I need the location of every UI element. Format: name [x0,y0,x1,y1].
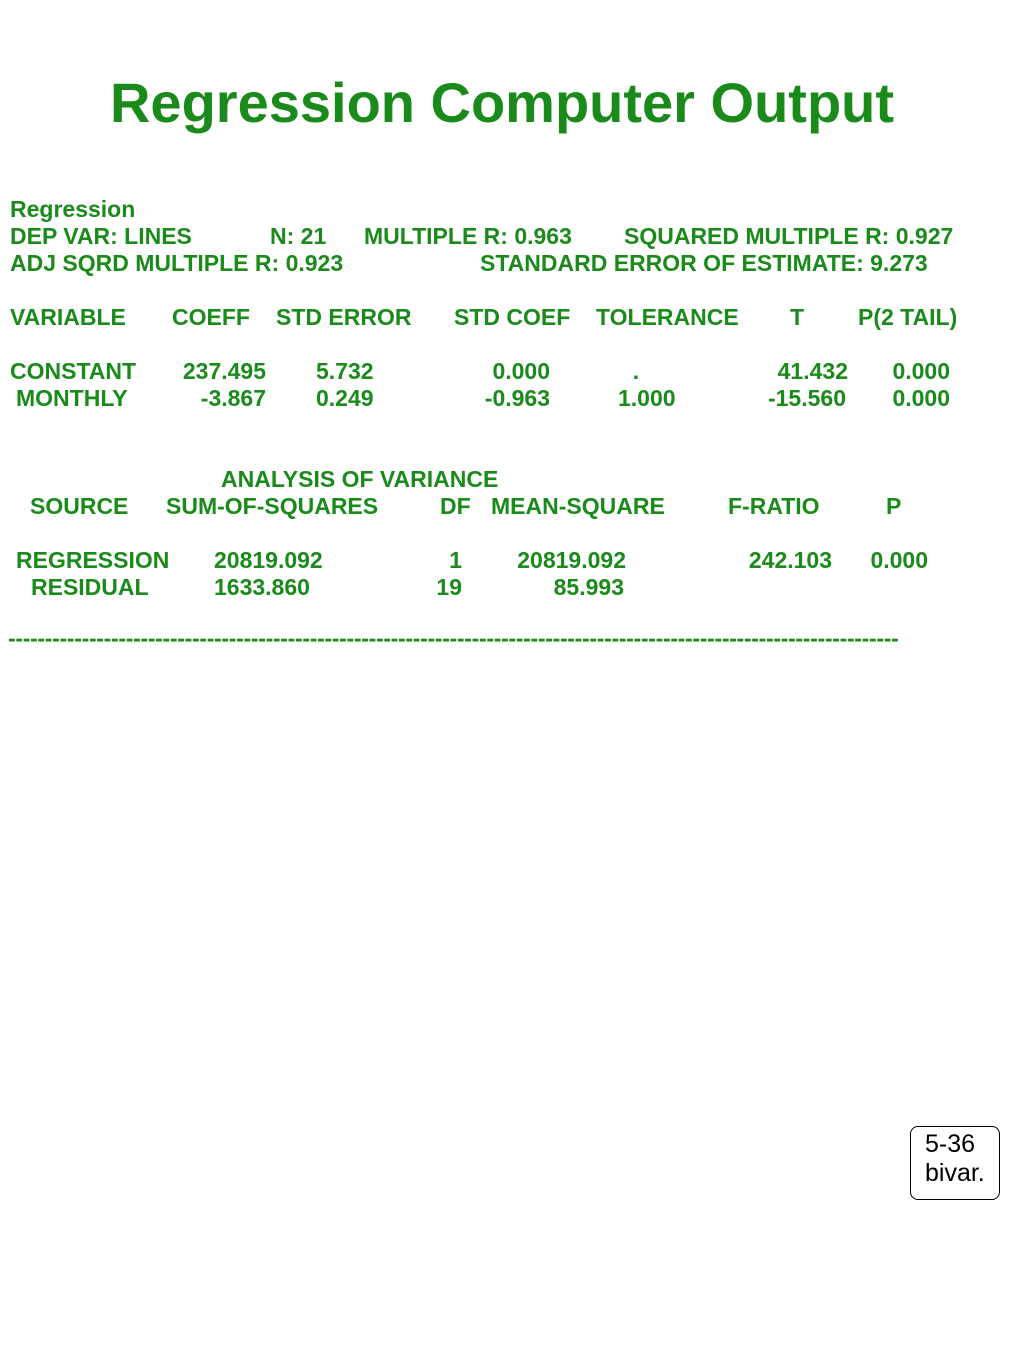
anova-cell-source: REGRESSION [16,547,170,573]
std-error-estimate: STANDARD ERROR OF ESTIMATE: 9.273 [480,250,928,276]
multiple-r: MULTIPLE R: 0.963 [364,223,572,249]
coef-cell-coeff: 237.495 [182,358,266,384]
adj-sqrd-multiple-r: ADJ SQRD MULTIPLE R: 0.923 [10,250,344,276]
regression-label: Regression [10,196,136,222]
coef-col-coeff: COEFF [172,304,250,330]
page-title: Regression Computer Output [109,71,895,134]
anova-heading: ANALYSIS OF VARIANCE [221,466,499,492]
anova-cell-sum-of-squares: 1633.860 [214,574,310,600]
coef-cell-p: 0.000 [892,358,950,384]
coef-col-tolerance: TOLERANCE [596,304,739,330]
coef-col-t: T [790,304,805,330]
coef-cell-variable: CONSTANT [10,358,137,384]
coef-cell-std-coef: 0.000 [492,358,550,384]
anova-cell-p: 0.000 [870,547,928,573]
squared-multiple-r: SQUARED MULTIPLE R: 0.927 [624,223,954,249]
coef-cell-tolerance: . [632,358,640,384]
coef-cell-coeff: -3.867 [200,385,266,411]
anova-cell-mean-square: 85.993 [553,574,624,600]
n-count: N: 21 [270,223,327,249]
coef-cell-tolerance: 1.000 [618,385,676,411]
divider-line: ------------------------------------------------------------------------------------------------------------------------- [8,625,899,651]
anova-col-p: P [886,493,902,519]
anova-cell-df: 1 [449,547,462,573]
coef-col-variable: VARIABLE [10,304,126,330]
anova-cell-mean-square: 20819.092 [517,547,626,573]
anova-col-sum-of-squares: SUM-OF-SQUARES [166,493,379,519]
coef-col-p-2-tail: P(2 TAIL) [858,304,958,330]
slide-section: bivar. [925,1159,985,1187]
slide-number: 5-36 [925,1130,976,1158]
coef-cell-std-error: 5.732 [316,358,374,384]
anova-col-df: DF [440,493,471,519]
coef-cell-std-coef: -0.963 [484,385,550,411]
anova-col-f-ratio: F-RATIO [728,493,820,519]
anova-col-source: SOURCE [30,493,129,519]
anova-cell-f-ratio: 242.103 [748,547,832,573]
coef-cell-std-error: 0.249 [316,385,374,411]
coef-col-std-error: STD ERROR [276,304,412,330]
slide-number-tag [910,1126,1000,1200]
anova-cell-df: 19 [436,574,462,600]
anova-col-mean-square: MEAN-SQUARE [491,493,665,519]
coef-cell-variable: MONTHLY [16,385,128,411]
coef-cell-t: 41.432 [777,358,848,384]
coef-col-std-coef: STD COEF [454,304,571,330]
coef-cell-p: 0.000 [892,385,950,411]
anova-cell-sum-of-squares: 20819.092 [214,547,323,573]
coef-cell-t: -15.560 [767,385,846,411]
anova-cell-source: RESIDUAL [31,574,149,600]
dep-var: DEP VAR: LINES [10,223,192,249]
